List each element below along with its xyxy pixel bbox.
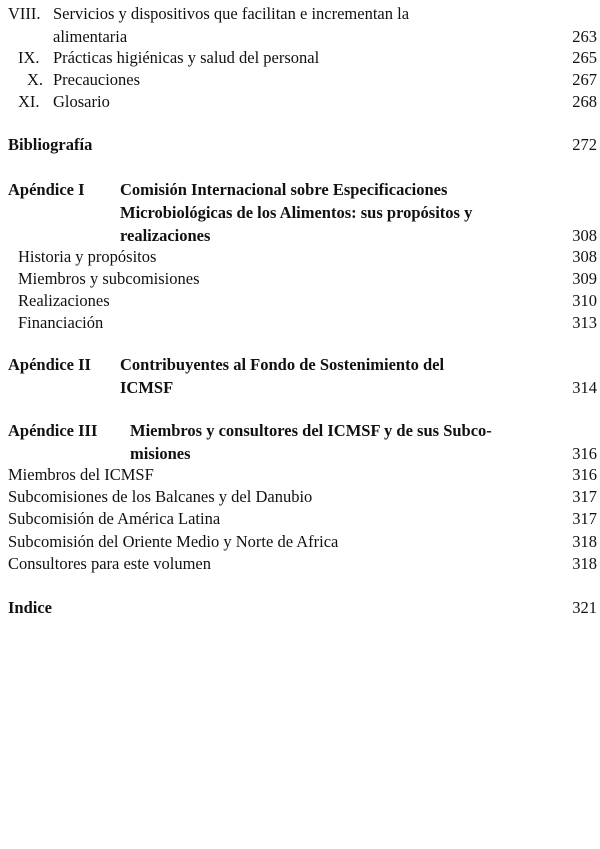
page-number: 308 — [572, 226, 597, 245]
page-number: 314 — [572, 378, 597, 397]
page-number: 313 — [572, 313, 597, 332]
appendix-label: Apéndice III — [8, 421, 98, 440]
page-number: 310 — [572, 291, 597, 310]
page-number: 308 — [572, 247, 597, 266]
list-item — [0, 530, 600, 554]
appendix-title-cont: misiones — [130, 444, 191, 463]
entry-title: Consultores para este volumen — [8, 554, 211, 573]
appendix-title-cont: ICMSF — [120, 378, 174, 397]
page-number: 272 — [572, 135, 597, 154]
page-number: 318 — [572, 532, 597, 551]
entry-title: Miembros y subcomisiones — [18, 269, 200, 288]
page-number: 317 — [572, 487, 597, 506]
entry-title: Subcomisión del Oriente Medio y Norte de Africa — [8, 532, 339, 551]
entry-number: VIII. — [8, 4, 41, 23]
entry-title: Historia y propósitos — [18, 247, 157, 266]
entry-title: Subcomisiones de los Balcanes y del Danubio — [8, 487, 313, 506]
toc-entry-apendice-2 — [0, 353, 600, 377]
entry-title: Realizaciones — [18, 291, 110, 310]
entry-title: Indice — [8, 598, 53, 617]
appendix-title: Comisión Internacional sobre Especificaciones — [120, 180, 448, 199]
list-item — [0, 311, 600, 335]
page-number: 317 — [572, 509, 597, 528]
toc-entry-indice — [0, 596, 600, 620]
appendix-title-cont: Microbiológicas de los Alimentos: sus propósitos y — [120, 203, 473, 222]
toc-entry-viii — [0, 2, 600, 26]
toc-entry-apendice-1-cont — [0, 201, 600, 225]
entry-title: Subcomisión de América Latina — [8, 509, 221, 528]
list-item — [0, 485, 600, 509]
page-number: 316 — [572, 465, 597, 484]
entry-title: Servicios y dispositivos que facilitan e incrementan la — [53, 4, 410, 23]
page-number: 267 — [572, 70, 597, 89]
list-item — [0, 245, 600, 269]
entry-title: Miembros del ICMSF — [8, 465, 154, 484]
entry-number: IX. — [18, 48, 40, 67]
list-item — [0, 507, 600, 531]
toc-entry-apendice-1 — [0, 178, 600, 202]
entry-title: Prácticas higiénicas y salud del personal — [53, 48, 320, 67]
appendix-title: Contribuyentes al Fondo de Sostenimiento del — [120, 355, 445, 374]
appendix-label: Apéndice I — [8, 180, 85, 199]
page-number: 316 — [572, 444, 597, 463]
page-number: 321 — [572, 598, 597, 617]
appendix-label: Apéndice II — [8, 355, 91, 374]
toc-entry-x — [0, 68, 600, 92]
entry-number: X. — [27, 70, 44, 89]
list-item — [0, 552, 600, 576]
toc-entry-apendice-3 — [0, 419, 600, 443]
entry-number: XI. — [18, 92, 40, 111]
entry-title-cont: alimentaria — [53, 27, 128, 46]
list-item — [0, 289, 600, 313]
entry-title: Bibliografía — [8, 135, 93, 154]
page-number: 309 — [572, 269, 597, 288]
page-number: 318 — [572, 554, 597, 573]
page-number: 263 — [572, 27, 597, 46]
appendix-title: Miembros y consultores del ICMSF y de sus Subco- — [130, 421, 492, 440]
toc-entry-bibliografia — [0, 133, 600, 157]
toc-entry-ix — [0, 46, 600, 70]
list-item — [0, 463, 600, 487]
entry-title: Precauciones — [53, 70, 141, 89]
entry-title: Glosario — [53, 92, 110, 111]
appendix-title-cont: realizaciones — [120, 226, 211, 245]
entry-title: Financiación — [18, 313, 104, 332]
page-number: 268 — [572, 92, 597, 111]
page-number: 265 — [572, 48, 597, 67]
toc-entry-xi — [0, 90, 600, 114]
toc-entry-apendice-2-cont — [0, 376, 600, 400]
list-item — [0, 267, 600, 291]
